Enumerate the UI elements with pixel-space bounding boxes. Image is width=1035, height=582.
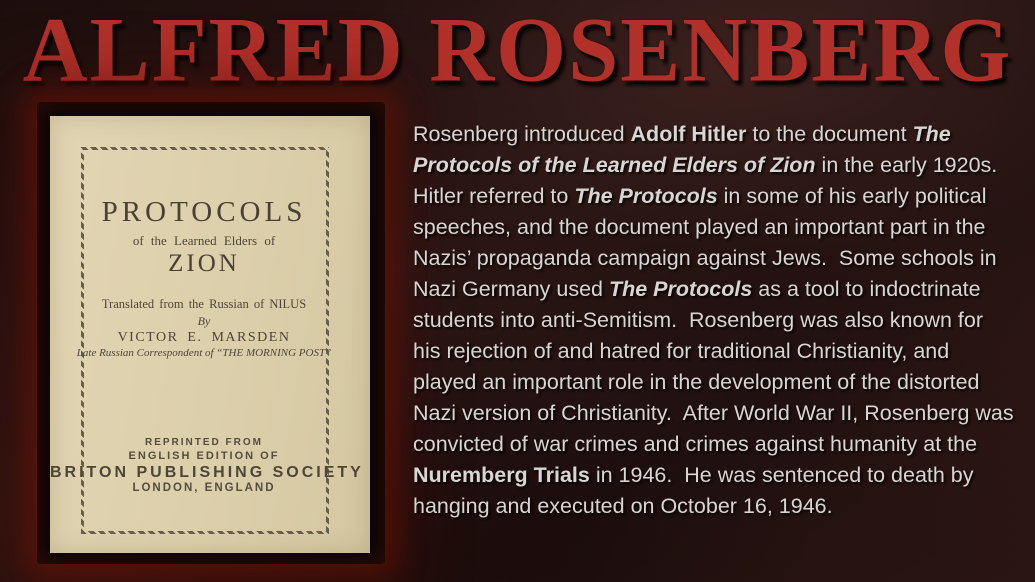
page-title: ALFRED ROSENBERG: [22, 0, 1013, 101]
book-subtitle: of the Learned Elders of: [132, 233, 276, 248]
book-by-line: By: [197, 314, 211, 328]
paragraph-segment: The Protocols: [574, 184, 718, 208]
paragraph-segment: in some of his early political speeches, and the document played an important part in the Nazis’ propaganda campaign against Jews. Some schools in Nazi Germany used: [413, 184, 1003, 301]
paragraph-segment: as a tool to indoctrinate students into anti-Semitism. Rosenberg was also known for his rejection of and hatred for traditional Christianity, and played an important role in the development of the distorted Nazi version of Christianity. After World War II, Rosenberg was convicted of war crimes and crimes against humanity at the: [413, 277, 1020, 456]
book-reprint-line1: REPRINTED FROM: [145, 437, 263, 448]
book-cover-paper: [50, 116, 370, 553]
paragraph-segment: in 1946. He was sentenced to death by hanging and executed on October 16, 1946.: [413, 463, 980, 518]
biography-paragraph: [413, 119, 1020, 522]
paragraph-segment: Nuremberg Trials: [413, 463, 590, 487]
paragraph-segment: The Protocols: [608, 277, 753, 301]
book-title: PROTOCOLS: [101, 196, 307, 228]
paragraph-segment: Rosenberg introduced: [413, 122, 631, 146]
book-author-note: Late Russian Correspondent of “THE MORNING POST”: [76, 347, 332, 359]
paragraph-segment: Adolf Hitler: [630, 122, 747, 146]
book-author: VICTOR E. MARSDEN: [117, 330, 291, 345]
book-title-zion: ZION: [168, 250, 240, 277]
paragraph-segment: in the early 1920s. Hitler referred to: [413, 153, 1010, 208]
paragraph-segment: to the document: [746, 122, 913, 146]
book-translated-line: Translated from the Russian of NILUS: [101, 297, 307, 311]
book-cover-photo: [37, 102, 385, 564]
book-publisher: BRITON PUBLISHING SOCIETY: [50, 464, 364, 481]
book-publisher-location: LONDON, ENGLAND: [132, 482, 276, 494]
paragraph-segment: The Protocols of the Learned Elders of Zion: [413, 122, 957, 177]
book-reprint-line2: ENGLISH EDITION OF: [128, 450, 280, 462]
